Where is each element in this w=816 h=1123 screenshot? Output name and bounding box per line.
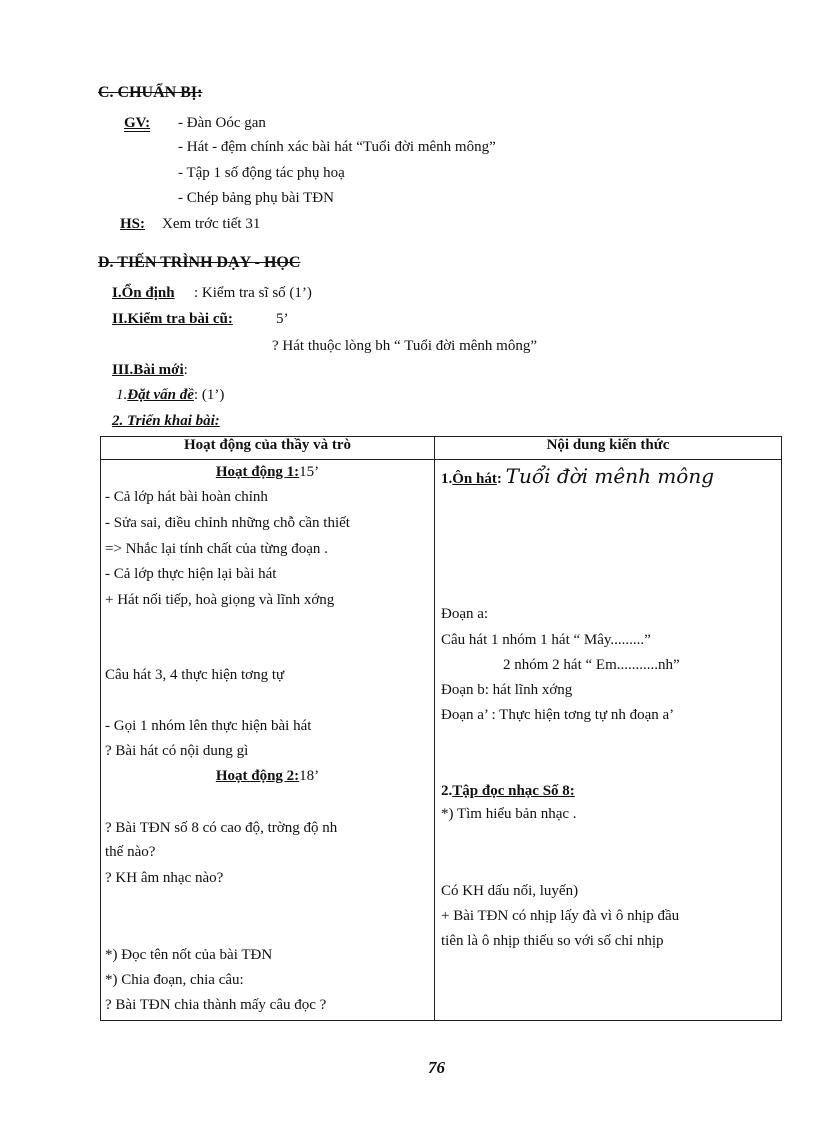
section-d-title: D. TIẾN TRÌNH DẠY - HỌC (98, 254, 301, 271)
left-line: ? Bài hát có nội dung gì (105, 743, 249, 759)
iii-colon: : (183, 362, 188, 378)
review-heading (441, 464, 714, 488)
gv-label: GV: (124, 115, 151, 131)
sub1-text: : (1’) (193, 387, 225, 403)
r7-label: Tập đọc nhạc Số 8: (452, 783, 575, 799)
gv-item: - Tập 1 số động tác phụ hoạ (178, 165, 345, 181)
right-line: Đoạn a: (441, 606, 489, 622)
left-line: - Cả lớp thực hiện lại bài hát (105, 566, 277, 582)
act1-label: Hoạt động 1: (215, 464, 300, 480)
right-line: Câu hát 1 nhóm 1 hát “ Mây.........” (441, 632, 651, 648)
act1-time: 15’ (299, 464, 320, 480)
left-line: => Nhắc lại tính chất của từng đoạn . (105, 541, 328, 557)
r1-num: 1. (441, 471, 453, 487)
sub1-num: 1. (116, 387, 128, 403)
section-c-title: C. CHUẨN BỊ: (98, 84, 203, 101)
left-line: ? Bài TĐN chia thành mấy câu đọc ? (105, 997, 327, 1013)
gv-item: - Hát - đệm chính xác bài hát “Tuổi đời mênh mông” (178, 139, 496, 155)
iii-label: III.Bài mới (112, 362, 184, 378)
left-line: thế nào? (105, 844, 156, 860)
left-line: - Cả lớp hát bài hoàn chỉnh (105, 489, 268, 505)
i-label: I.Ổn định (112, 285, 175, 301)
header-content: Nội dung kiến thức (435, 437, 782, 460)
lesson-table (100, 436, 782, 1021)
ii-label: II.Kiểm tra bài cũ: (112, 311, 233, 327)
i-text: : Kiểm tra sĩ số (1’) (194, 285, 312, 301)
page-number: 76 (428, 1058, 445, 1077)
right-line: 2 nhóm 2 hát “ Em...........nh” (503, 657, 680, 673)
left-line: + Hát nối tiếp, hoà giọng và lĩnh xớng (105, 592, 335, 608)
right-line: tiên là ô nhịp thiếu so với số chỉ nhịp (441, 933, 664, 949)
act1-heading (105, 464, 430, 481)
left-line: - Sửa sai, điều chỉnh những chỗ cần thiết (105, 515, 350, 531)
hs-label: HS: (120, 216, 146, 232)
gv-item: - Đàn Oóc gan (178, 115, 266, 131)
left-line: *) Chia đoạn, chia câu: (105, 972, 244, 988)
sub1 (116, 387, 224, 404)
ii-question: ? Hát thuộc lòng bh “ Tuổi đời mênh mông” (272, 338, 537, 354)
iii-heading (112, 362, 188, 379)
act2-heading (105, 768, 430, 785)
ii-text: 5’ (276, 311, 289, 327)
act2-label: Hoạt động 2: (215, 768, 300, 784)
r1-colon: : (496, 471, 502, 487)
right-line: Đoạn a’ : Thực hiện tơng tự nh đoạn a’ (441, 707, 675, 723)
hs-text: Xem trớc tiết 31 (162, 216, 261, 232)
right-line: Đoạn b: hát lĩnh xớng (441, 682, 573, 698)
sub2-label: 2. Triển khai bài: (112, 413, 220, 429)
left-line: ? Bài TĐN số 8 có cao độ, trờng độ nh (105, 820, 338, 836)
right-line: *) Tìm hiểu bản nhạc . (441, 806, 577, 822)
right-line: Có KH dấu nối, luyến) (441, 883, 579, 899)
song-title: Tuổi đời mênh mông (505, 464, 715, 488)
right-cell (435, 460, 782, 1021)
left-line: - Gọi 1 nhóm lên thực hiện bài hát (105, 718, 312, 734)
header-activities: Hoạt động của thầy và trò (101, 437, 435, 460)
right-line: + Bài TĐN có nhịp lấy đà vì ô nhịp đầu (441, 908, 680, 924)
sub1-label: Đặt vấn đề (127, 387, 194, 403)
gv-item: - Chép bảng phụ bài TĐN (178, 190, 334, 206)
act2-time: 18’ (299, 768, 320, 784)
tdn-heading (441, 783, 575, 800)
r7-num: 2. (441, 783, 453, 799)
left-line: Câu hát 3, 4 thực hiện tơng tự (105, 667, 285, 683)
left-line: ? KH âm nhạc nào? (105, 870, 224, 886)
left-cell (101, 460, 435, 1021)
left-line: *) Đọc tên nốt của bài TĐN (105, 947, 273, 963)
r1-label: Ôn hát (452, 471, 497, 487)
